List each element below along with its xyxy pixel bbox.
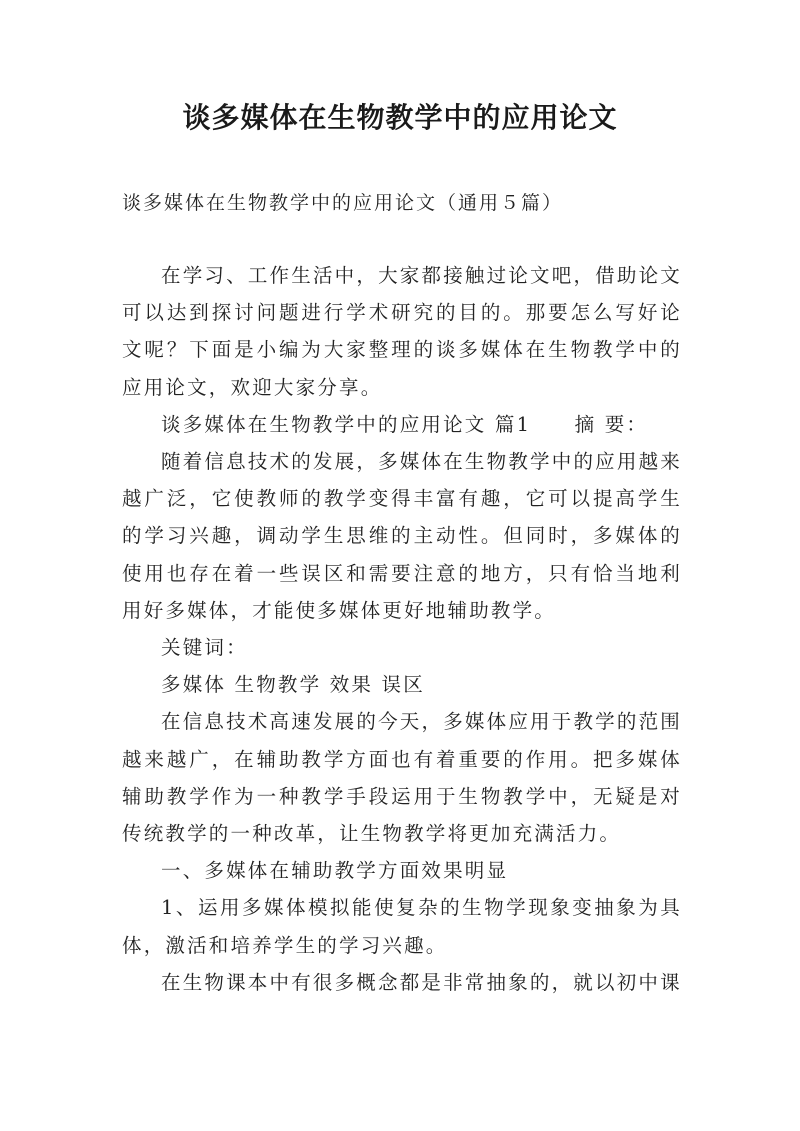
document-body xyxy=(122,257,682,1001)
keywords-label: 关键词： xyxy=(161,636,248,660)
document-subtitle: 谈多媒体在生物教学中的应用论文（通用５篇） xyxy=(122,192,564,214)
body-paragraph: 在生物课本中有很多概念都是非常抽象的，就以初中课 xyxy=(161,970,682,994)
section-heading-paper-1: 谈多媒体在生物教学中的应用论文 篇1 摘 要： xyxy=(161,412,649,436)
section-heading-1: 一、多媒体在辅助教学方面效果明显 xyxy=(161,859,509,883)
keywords-list: 多媒体 生物教学 效果 误区 xyxy=(161,673,425,697)
intro-paragraph: 在学习、工作生活中，大家都接触过论文吧，借助论文可以达到探讨问题进行学术研究的目的。那要怎么写好论文呢？下面是小编为大家整理的谈多媒体在生物教学中的应用论文，欢迎大家分享。 xyxy=(122,264,682,399)
body-paragraph: 在信息技术高速发展的今天，多媒体应用于教学的范围越来越广，在辅助教学方面也有着重要的作用。把多媒体辅助教学作为一种教学手段运用于生物教学中，无疑是对传统教学的一种改革，让生物教学将更加充满活力。 xyxy=(122,710,682,846)
subsection-heading-1: 1、运用多媒体模拟能使复杂的生物学现象变抽象为具体，激活和培养学生的学习兴趣。 xyxy=(122,896,682,957)
abstract-paragraph: 随着信息技术的发展，多媒体在生物教学中的应用越来越广泛，它使教师的教学变得丰富有趣，它可以提高学生的学习兴趣，调动学生思维的主动性。但同时，多媒体的使用也存在着一些误区和需要注意的地方，只有恰当地利用好多媒体，才能使多媒体更好地辅助教学。 xyxy=(122,450,682,622)
document-title: 谈多媒体在生物教学中的应用论文 xyxy=(182,101,618,134)
